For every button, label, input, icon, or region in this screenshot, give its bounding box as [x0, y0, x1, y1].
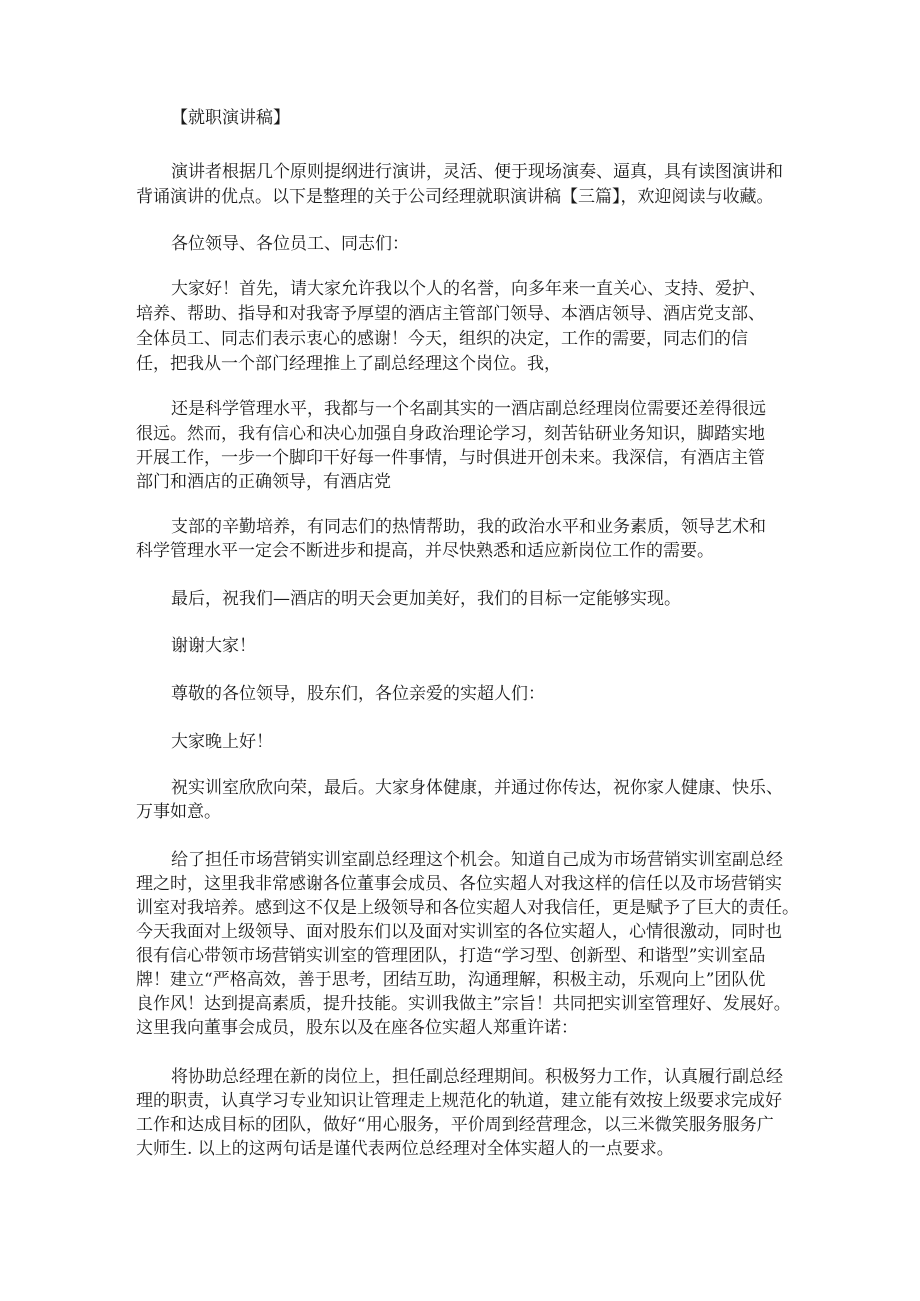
greeting-line: 各位领导、各位员工、同志们：: [171, 234, 409, 254]
promise-line-4: 大师生. 以上的这两句话是谨代表两位总经理对全体实超人的一点要求。: [136, 1139, 674, 1159]
document-title: 【就职演讲稿】: [171, 108, 290, 128]
management-line-2: 很远。然而，我有信心和决心加强自身政治理论学习，刻苦钻研业务知识，脚踏实地: [136, 424, 765, 444]
opportunity-line-3: 训室对我培养。感到这不仅是上级领导和各位实超人对我信任，更是赋予了巨大的责任。: [136, 898, 799, 918]
management-line-3: 开展工作，一步一个脚印干好每一件事情，与时俱进开创未来。我深信，有酒店主管: [136, 448, 765, 468]
thanks-line-4: 任，把我从一个部门经理推上了副总经理这个岗位。我，: [136, 354, 561, 374]
intro-line-2: 背诵演讲的优点。以下是整理的关于公司经理就职演讲稿【三篇】，欢迎阅读与收藏。: [136, 187, 774, 207]
good-evening-line: 大家晚上好！: [171, 732, 273, 752]
thank-you-line: 谢谢大家！: [171, 636, 256, 656]
promise-line-2: 理的职责，认真学习专业知识让管理走上规范化的轨道，建立能有效按上级要求完成好: [136, 1091, 782, 1111]
opportunity-line-4: 今天我面对上级领导、面对股东们以及面对实训室的各位实超人，心情很激动，同时也: [136, 922, 782, 942]
opportunity-line-5: 很有信心带领市场营销实训室的管理团队，打造“学习型、创新型、和谐型”实训室品: [136, 946, 766, 966]
opportunity-line-8: 这里我向董事会成员，股东以及在座各位实超人郑重许诺：: [136, 1018, 578, 1038]
thanks-line-1: 大家好！首先，请大家允许我以个人的名誉，向多年来一直关心、支持、爱护、: [171, 279, 766, 299]
wish-line-2: 万事如意。: [136, 802, 221, 822]
opportunity-line-2: 理之时，这里我非常感谢各位董事会成员、各位实超人对我这样的信任以及市场营销实: [136, 874, 782, 894]
management-line-1: 还是科学管理水平，我都与一个名副其实的一酒店副总经理岗位需要还差得很远: [171, 399, 766, 419]
promise-line-1: 将协助总经理在新的岗位上，担任副总经理期间。积极努力工作，认真履行副总经: [171, 1067, 783, 1087]
greeting-2-line: 尊敬的各位领导，股东们，各位亲爱的实超人们：: [171, 684, 545, 704]
management-line-4: 部门和酒店的正确领导，有酒店党: [136, 472, 391, 492]
wish-line-1: 祝实训室欣欣向荣，最后。大家身体健康，并通过你传达，祝你家人健康、快乐、: [171, 778, 783, 798]
opportunity-line-6: 牌！建立“严格高效，善于思考，团结互助，沟通理解，积极主动，乐观向上”团队优: [136, 970, 766, 990]
opportunity-line-1: 给了担任市场营销实训室副总经理这个机会。知道自己成为市场营销实训室副总经: [171, 850, 783, 870]
finally-line: 最后，祝我们—酒店的明天会更加美好，我们的目标一定能够实现。: [171, 589, 681, 609]
thanks-line-3: 全体员工、同志们表示衷心的感谢！今天，组织的决定，工作的需要，同志们的信: [136, 329, 748, 349]
opportunity-line-7: 良作风！达到提高素质，提升技能。实训我做主”宗旨！共同把实训室管理好、发展好。: [136, 994, 791, 1014]
branch-line-2: 科学管理水平一定会不断进步和提高，并尽快熟悉和适应新岗位工作的需要。: [136, 541, 714, 561]
intro-line-1: 演讲者根据几个原则提纲进行演讲，灵活、便于现场演奏、逼真，具有读图演讲和: [171, 162, 783, 182]
thanks-line-2: 培养、帮助、指导和对我寄予厚望的酒店主管部门领导、本酒店领导、酒店党支部、: [136, 304, 765, 324]
promise-line-3: 工作和达成目标的团队，做好“用心服务，平价周到经营理念，以三米微笑服务服务广: [136, 1115, 774, 1135]
branch-line-1: 支部的辛勤培养，有同志们的热情帮助，我的政治水平和业务素质，领导艺术和: [171, 517, 766, 537]
